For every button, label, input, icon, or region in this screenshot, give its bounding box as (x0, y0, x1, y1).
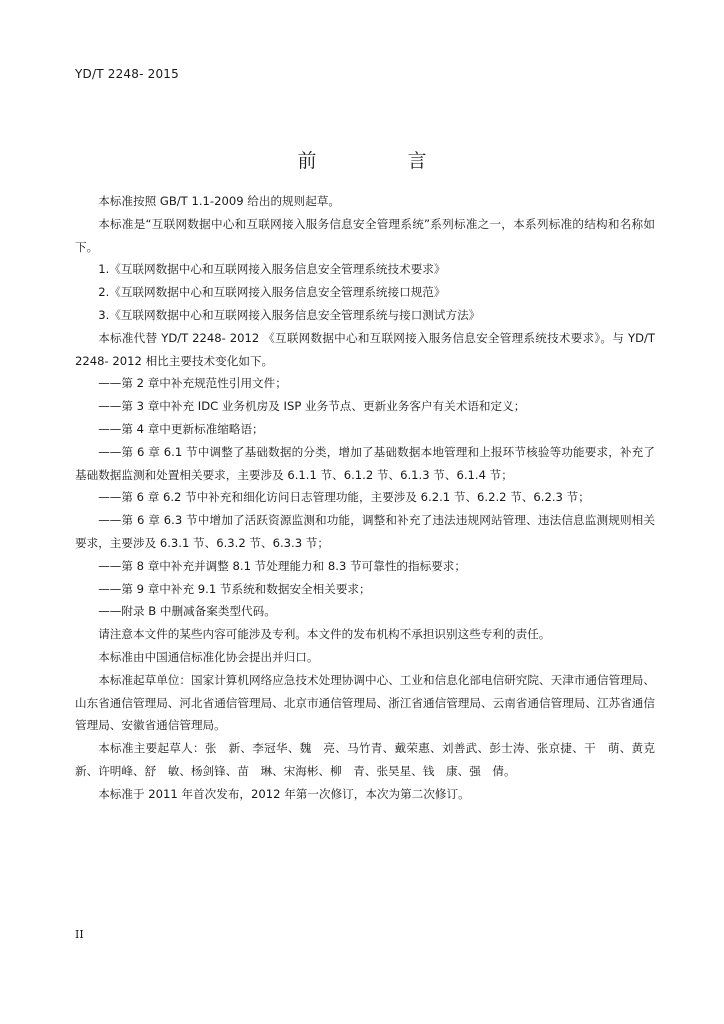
list-item-series-part-3: 3.《互联网数据中心和互联网接入服务信息安全管理系统与接口测试方法》 (98, 307, 481, 322)
list-item-change: ——第 6 章 6.2 节中补充和细化访问日志管理功能，主要涉及 6.2.1 节、6.2.2 节、6.2.3 节； (98, 490, 590, 505)
paragraph-drafting-rules: 本标准按照 GB/T 1.1-2009 给出的规则起草。 (98, 194, 341, 208)
list-item-change: ——附录 B 中删减备案类型代码。 (98, 604, 276, 619)
list-item-series-part-1: 1.《互联网数据中心和互联网接入服务信息安全管理系统技术要求》 (98, 262, 446, 277)
paragraph-proposer: 本标准由中国通信标准化协会提出并归口。 (98, 649, 319, 664)
paragraph-patent-notice: 请注意本文件的某些内容可能涉及专利。本文件的发布机构不承担识别这些专利的责任。 (98, 627, 551, 642)
list-item-change: ——第 6 章 6.1 节中调整了基础数据的分类，增加了基础数据本地管理和上报环节核验等功能要求，补充了基础数据监测和处置相关要求，主要涉及 6.1.1 节、6.1.2 节、6.1.3 节、6.1.4 节； (75, 444, 655, 482)
page-number: II (75, 928, 84, 941)
document-code-header: YD/T 2248- 2015 (75, 67, 179, 81)
list-item-change: ——第 2 章中补充规范性引用文件； (98, 376, 287, 391)
list-item-change: ——第 4 章中更新标准缩略语； (98, 421, 264, 436)
list-item-change: ——第 8 章中补充并调整 8.1 节处理能力和 8.3 节可靠性的指标要求； (98, 558, 466, 573)
paragraph-release-history: 本标准于 2011 年首次发布，2012 年第一次修订，本次为第二次修订。 (98, 786, 470, 801)
list-item-change: ——第 9 章中补充 9.1 节系统和数据安全相关要求； (98, 581, 371, 596)
list-item-change: ——第 3 章中补充 IDC 业务机房及 ISP 业务节点、更新业务客户有关术语和定义； (98, 399, 526, 414)
paragraph-series-intro: 本标准是“互联网数据中心和互联网接入服务信息安全管理系统”系列标准之一，本系列标准的结构和名称如下。 (75, 216, 655, 254)
list-item-series-part-2: 2.《互联网数据中心和互联网接入服务信息安全管理系统接口规范》 (98, 285, 446, 300)
list-item-change: ——第 6 章 6.3 节中增加了活跃资源监测和功能，调整和补充了违法违规网站管理、违法信息监测规则相关要求，主要涉及 6.3.1 节、6.3.2 节、6.3.3 节； (75, 513, 655, 550)
foreword-body (75, 190, 655, 806)
paragraph-drafting-units: 本标准起草单位：国家计算机网络应急技术处理协调中心、工业和信息化部电信研究院、天津市通信管理局、山东省通信管理局、河北省通信管理局、北京市通信管理局、浙江省通信管理局、云南省通信管理局、江苏省通信管理局、安徽省通信管理局。 (75, 672, 655, 733)
page-title: 前 言 (297, 149, 463, 172)
paragraph-replacement: 本标准代替 YD/T 2248- 2012 《互联网数据中心和互联网接入服务信息安全管理系统技术要求》。与 YD/T 2248- 2012 相比主要技术变化如下。 (75, 330, 655, 368)
paragraph-drafters: 本标准主要起草人：张 新、李冠华、魏 亮、马竹青、戴荣惠、刘善武、彭士涛、张京捷、干 萌、黄克新、许明峰、舒 敏、杨剑锋、苗 琳、宋海彬、柳 青、张昊星、钱 康、强 倩。 (75, 741, 655, 778)
